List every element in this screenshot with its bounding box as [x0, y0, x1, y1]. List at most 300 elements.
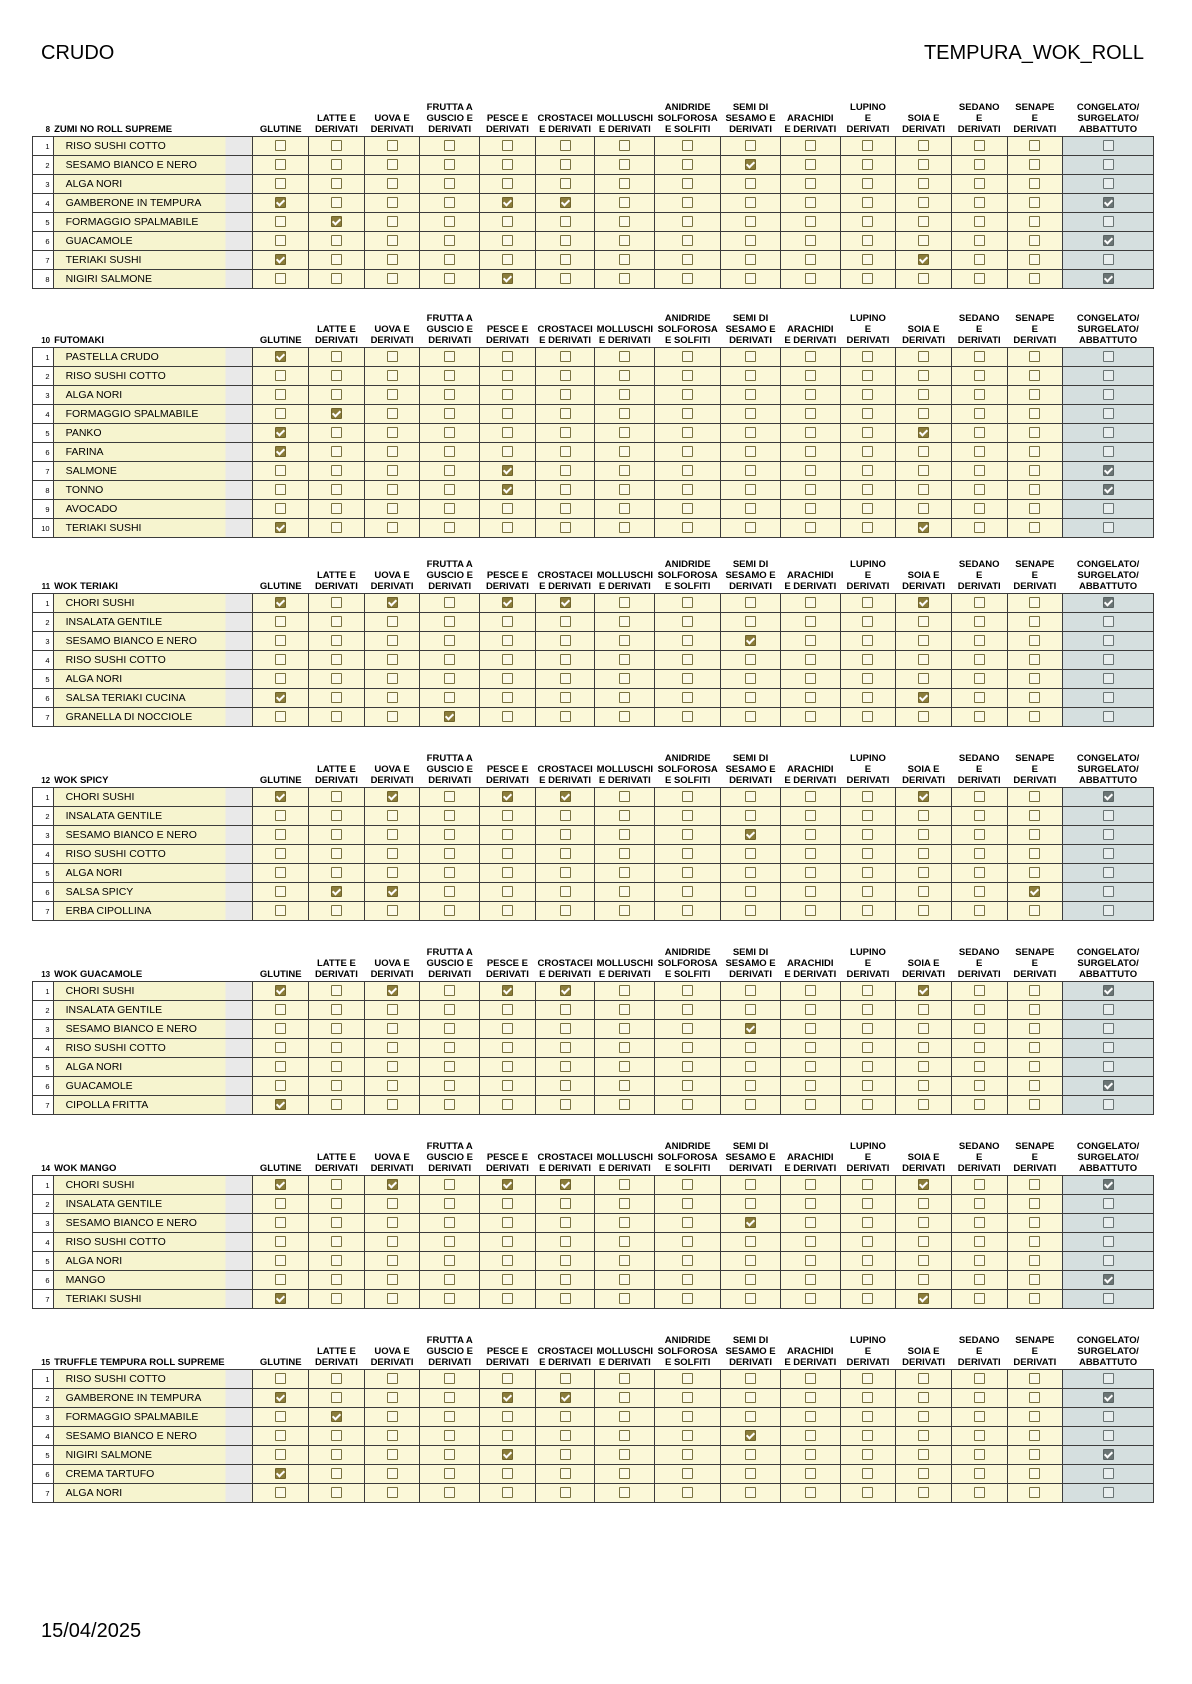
- unchecked-checkbox[interactable]: [1029, 1411, 1040, 1422]
- unchecked-checkbox[interactable]: [444, 446, 455, 457]
- unchecked-checkbox[interactable]: [918, 465, 929, 476]
- unchecked-checkbox[interactable]: [682, 1449, 693, 1460]
- unchecked-checkbox[interactable]: [331, 1236, 342, 1247]
- unchecked-checkbox[interactable]: [1029, 1099, 1040, 1110]
- unchecked-checkbox[interactable]: [444, 503, 455, 514]
- unchecked-checkbox[interactable]: [918, 216, 929, 227]
- unchecked-checkbox[interactable]: [275, 711, 286, 722]
- checked-checkbox[interactable]: [502, 273, 513, 284]
- unchecked-checkbox[interactable]: [444, 1080, 455, 1091]
- unchecked-checkbox[interactable]: [805, 692, 816, 703]
- checked-checkbox[interactable]: [387, 1179, 398, 1190]
- unchecked-checkbox[interactable]: [1103, 427, 1114, 438]
- unchecked-checkbox[interactable]: [974, 654, 985, 665]
- unchecked-checkbox[interactable]: [862, 1080, 873, 1091]
- unchecked-checkbox[interactable]: [918, 1392, 929, 1403]
- unchecked-checkbox[interactable]: [745, 1487, 756, 1498]
- unchecked-checkbox[interactable]: [745, 1042, 756, 1053]
- unchecked-checkbox[interactable]: [331, 1099, 342, 1110]
- unchecked-checkbox[interactable]: [805, 446, 816, 457]
- unchecked-checkbox[interactable]: [862, 1487, 873, 1498]
- unchecked-checkbox[interactable]: [682, 503, 693, 514]
- unchecked-checkbox[interactable]: [682, 905, 693, 916]
- checked-checkbox[interactable]: [275, 1099, 286, 1110]
- unchecked-checkbox[interactable]: [502, 692, 513, 703]
- unchecked-checkbox[interactable]: [974, 522, 985, 533]
- unchecked-checkbox[interactable]: [275, 1236, 286, 1247]
- unchecked-checkbox[interactable]: [805, 1392, 816, 1403]
- unchecked-checkbox[interactable]: [745, 1468, 756, 1479]
- unchecked-checkbox[interactable]: [560, 216, 571, 227]
- unchecked-checkbox[interactable]: [745, 810, 756, 821]
- unchecked-checkbox[interactable]: [560, 829, 571, 840]
- unchecked-checkbox[interactable]: [444, 159, 455, 170]
- unchecked-checkbox[interactable]: [560, 616, 571, 627]
- unchecked-checkbox[interactable]: [974, 1217, 985, 1228]
- unchecked-checkbox[interactable]: [805, 1468, 816, 1479]
- unchecked-checkbox[interactable]: [619, 1004, 630, 1015]
- unchecked-checkbox[interactable]: [745, 1099, 756, 1110]
- unchecked-checkbox[interactable]: [682, 1198, 693, 1209]
- unchecked-checkbox[interactable]: [331, 597, 342, 608]
- unchecked-checkbox[interactable]: [918, 351, 929, 362]
- unchecked-checkbox[interactable]: [619, 465, 630, 476]
- unchecked-checkbox[interactable]: [1029, 848, 1040, 859]
- unchecked-checkbox[interactable]: [387, 254, 398, 265]
- checked-checkbox[interactable]: [331, 216, 342, 227]
- unchecked-checkbox[interactable]: [682, 1061, 693, 1072]
- unchecked-checkbox[interactable]: [1029, 635, 1040, 646]
- unchecked-checkbox[interactable]: [275, 1449, 286, 1460]
- unchecked-checkbox[interactable]: [1029, 216, 1040, 227]
- unchecked-checkbox[interactable]: [619, 1198, 630, 1209]
- unchecked-checkbox[interactable]: [974, 1274, 985, 1285]
- unchecked-checkbox[interactable]: [745, 1255, 756, 1266]
- unchecked-checkbox[interactable]: [745, 484, 756, 495]
- unchecked-checkbox[interactable]: [745, 1236, 756, 1247]
- unchecked-checkbox[interactable]: [805, 1236, 816, 1247]
- unchecked-checkbox[interactable]: [682, 427, 693, 438]
- checked-checkbox[interactable]: [1103, 235, 1114, 246]
- unchecked-checkbox[interactable]: [682, 1430, 693, 1441]
- unchecked-checkbox[interactable]: [745, 273, 756, 284]
- unchecked-checkbox[interactable]: [745, 408, 756, 419]
- unchecked-checkbox[interactable]: [805, 503, 816, 514]
- checked-checkbox[interactable]: [275, 692, 286, 703]
- checked-checkbox[interactable]: [275, 597, 286, 608]
- unchecked-checkbox[interactable]: [918, 484, 929, 495]
- unchecked-checkbox[interactable]: [275, 216, 286, 227]
- unchecked-checkbox[interactable]: [974, 1179, 985, 1190]
- unchecked-checkbox[interactable]: [974, 1430, 985, 1441]
- unchecked-checkbox[interactable]: [1103, 1042, 1114, 1053]
- unchecked-checkbox[interactable]: [444, 635, 455, 646]
- checked-checkbox[interactable]: [275, 254, 286, 265]
- unchecked-checkbox[interactable]: [275, 1198, 286, 1209]
- unchecked-checkbox[interactable]: [387, 216, 398, 227]
- unchecked-checkbox[interactable]: [918, 848, 929, 859]
- unchecked-checkbox[interactable]: [918, 1255, 929, 1266]
- unchecked-checkbox[interactable]: [1029, 1274, 1040, 1285]
- unchecked-checkbox[interactable]: [682, 791, 693, 802]
- unchecked-checkbox[interactable]: [502, 905, 513, 916]
- unchecked-checkbox[interactable]: [682, 1392, 693, 1403]
- unchecked-checkbox[interactable]: [444, 1373, 455, 1384]
- checked-checkbox[interactable]: [502, 1392, 513, 1403]
- unchecked-checkbox[interactable]: [387, 446, 398, 457]
- unchecked-checkbox[interactable]: [918, 1217, 929, 1228]
- unchecked-checkbox[interactable]: [974, 1373, 985, 1384]
- unchecked-checkbox[interactable]: [918, 905, 929, 916]
- unchecked-checkbox[interactable]: [1103, 905, 1114, 916]
- unchecked-checkbox[interactable]: [1103, 446, 1114, 457]
- checked-checkbox[interactable]: [560, 1179, 571, 1190]
- unchecked-checkbox[interactable]: [1103, 1004, 1114, 1015]
- unchecked-checkbox[interactable]: [1103, 1099, 1114, 1110]
- unchecked-checkbox[interactable]: [745, 616, 756, 627]
- unchecked-checkbox[interactable]: [918, 635, 929, 646]
- unchecked-checkbox[interactable]: [387, 465, 398, 476]
- unchecked-checkbox[interactable]: [502, 1468, 513, 1479]
- unchecked-checkbox[interactable]: [560, 140, 571, 151]
- unchecked-checkbox[interactable]: [862, 408, 873, 419]
- unchecked-checkbox[interactable]: [387, 1236, 398, 1247]
- unchecked-checkbox[interactable]: [387, 616, 398, 627]
- unchecked-checkbox[interactable]: [862, 616, 873, 627]
- unchecked-checkbox[interactable]: [331, 867, 342, 878]
- unchecked-checkbox[interactable]: [502, 1487, 513, 1498]
- unchecked-checkbox[interactable]: [331, 829, 342, 840]
- unchecked-checkbox[interactable]: [444, 522, 455, 533]
- checked-checkbox[interactable]: [387, 985, 398, 996]
- unchecked-checkbox[interactable]: [745, 848, 756, 859]
- unchecked-checkbox[interactable]: [1103, 1293, 1114, 1304]
- unchecked-checkbox[interactable]: [560, 654, 571, 665]
- unchecked-checkbox[interactable]: [1029, 197, 1040, 208]
- checked-checkbox[interactable]: [275, 446, 286, 457]
- unchecked-checkbox[interactable]: [331, 1179, 342, 1190]
- unchecked-checkbox[interactable]: [682, 711, 693, 722]
- unchecked-checkbox[interactable]: [331, 635, 342, 646]
- unchecked-checkbox[interactable]: [1029, 1449, 1040, 1460]
- unchecked-checkbox[interactable]: [331, 1468, 342, 1479]
- unchecked-checkbox[interactable]: [275, 503, 286, 514]
- unchecked-checkbox[interactable]: [444, 829, 455, 840]
- unchecked-checkbox[interactable]: [619, 1449, 630, 1460]
- unchecked-checkbox[interactable]: [682, 465, 693, 476]
- unchecked-checkbox[interactable]: [1029, 692, 1040, 703]
- unchecked-checkbox[interactable]: [1103, 886, 1114, 897]
- unchecked-checkbox[interactable]: [619, 351, 630, 362]
- unchecked-checkbox[interactable]: [745, 446, 756, 457]
- unchecked-checkbox[interactable]: [619, 1293, 630, 1304]
- unchecked-checkbox[interactable]: [862, 427, 873, 438]
- unchecked-checkbox[interactable]: [619, 216, 630, 227]
- unchecked-checkbox[interactable]: [974, 692, 985, 703]
- unchecked-checkbox[interactable]: [974, 1004, 985, 1015]
- unchecked-checkbox[interactable]: [275, 810, 286, 821]
- unchecked-checkbox[interactable]: [1029, 235, 1040, 246]
- unchecked-checkbox[interactable]: [444, 389, 455, 400]
- unchecked-checkbox[interactable]: [682, 692, 693, 703]
- unchecked-checkbox[interactable]: [974, 635, 985, 646]
- unchecked-checkbox[interactable]: [331, 654, 342, 665]
- unchecked-checkbox[interactable]: [387, 1274, 398, 1285]
- checked-checkbox[interactable]: [387, 886, 398, 897]
- unchecked-checkbox[interactable]: [560, 408, 571, 419]
- unchecked-checkbox[interactable]: [502, 635, 513, 646]
- unchecked-checkbox[interactable]: [862, 465, 873, 476]
- unchecked-checkbox[interactable]: [862, 1449, 873, 1460]
- unchecked-checkbox[interactable]: [387, 1392, 398, 1403]
- unchecked-checkbox[interactable]: [444, 985, 455, 996]
- unchecked-checkbox[interactable]: [682, 484, 693, 495]
- unchecked-checkbox[interactable]: [444, 465, 455, 476]
- unchecked-checkbox[interactable]: [331, 159, 342, 170]
- unchecked-checkbox[interactable]: [862, 503, 873, 514]
- unchecked-checkbox[interactable]: [682, 848, 693, 859]
- unchecked-checkbox[interactable]: [331, 1392, 342, 1403]
- unchecked-checkbox[interactable]: [619, 1392, 630, 1403]
- unchecked-checkbox[interactable]: [387, 1198, 398, 1209]
- unchecked-checkbox[interactable]: [1103, 829, 1114, 840]
- unchecked-checkbox[interactable]: [387, 867, 398, 878]
- unchecked-checkbox[interactable]: [1029, 465, 1040, 476]
- unchecked-checkbox[interactable]: [275, 1023, 286, 1034]
- unchecked-checkbox[interactable]: [560, 867, 571, 878]
- unchecked-checkbox[interactable]: [805, 427, 816, 438]
- unchecked-checkbox[interactable]: [502, 886, 513, 897]
- unchecked-checkbox[interactable]: [918, 389, 929, 400]
- unchecked-checkbox[interactable]: [1029, 1217, 1040, 1228]
- checked-checkbox[interactable]: [745, 829, 756, 840]
- unchecked-checkbox[interactable]: [619, 635, 630, 646]
- unchecked-checkbox[interactable]: [444, 1061, 455, 1072]
- unchecked-checkbox[interactable]: [682, 829, 693, 840]
- unchecked-checkbox[interactable]: [1029, 273, 1040, 284]
- unchecked-checkbox[interactable]: [502, 616, 513, 627]
- unchecked-checkbox[interactable]: [918, 711, 929, 722]
- unchecked-checkbox[interactable]: [974, 370, 985, 381]
- unchecked-checkbox[interactable]: [1029, 597, 1040, 608]
- unchecked-checkbox[interactable]: [805, 791, 816, 802]
- unchecked-checkbox[interactable]: [502, 370, 513, 381]
- unchecked-checkbox[interactable]: [619, 654, 630, 665]
- unchecked-checkbox[interactable]: [619, 408, 630, 419]
- unchecked-checkbox[interactable]: [331, 427, 342, 438]
- unchecked-checkbox[interactable]: [918, 197, 929, 208]
- unchecked-checkbox[interactable]: [560, 711, 571, 722]
- unchecked-checkbox[interactable]: [682, 635, 693, 646]
- checked-checkbox[interactable]: [1103, 1449, 1114, 1460]
- unchecked-checkbox[interactable]: [275, 178, 286, 189]
- unchecked-checkbox[interactable]: [805, 1061, 816, 1072]
- checked-checkbox[interactable]: [275, 522, 286, 533]
- unchecked-checkbox[interactable]: [560, 235, 571, 246]
- unchecked-checkbox[interactable]: [387, 159, 398, 170]
- unchecked-checkbox[interactable]: [805, 140, 816, 151]
- checked-checkbox[interactable]: [387, 791, 398, 802]
- unchecked-checkbox[interactable]: [560, 1449, 571, 1460]
- unchecked-checkbox[interactable]: [331, 273, 342, 284]
- unchecked-checkbox[interactable]: [974, 254, 985, 265]
- unchecked-checkbox[interactable]: [387, 1004, 398, 1015]
- unchecked-checkbox[interactable]: [862, 178, 873, 189]
- unchecked-checkbox[interactable]: [745, 1392, 756, 1403]
- unchecked-checkbox[interactable]: [682, 1004, 693, 1015]
- unchecked-checkbox[interactable]: [275, 886, 286, 897]
- unchecked-checkbox[interactable]: [387, 522, 398, 533]
- unchecked-checkbox[interactable]: [560, 1293, 571, 1304]
- unchecked-checkbox[interactable]: [444, 848, 455, 859]
- unchecked-checkbox[interactable]: [331, 616, 342, 627]
- unchecked-checkbox[interactable]: [682, 1042, 693, 1053]
- unchecked-checkbox[interactable]: [502, 711, 513, 722]
- unchecked-checkbox[interactable]: [805, 235, 816, 246]
- unchecked-checkbox[interactable]: [918, 159, 929, 170]
- unchecked-checkbox[interactable]: [1029, 1373, 1040, 1384]
- unchecked-checkbox[interactable]: [502, 1023, 513, 1034]
- unchecked-checkbox[interactable]: [502, 389, 513, 400]
- unchecked-checkbox[interactable]: [387, 848, 398, 859]
- unchecked-checkbox[interactable]: [1103, 1217, 1114, 1228]
- unchecked-checkbox[interactable]: [619, 1061, 630, 1072]
- unchecked-checkbox[interactable]: [745, 1061, 756, 1072]
- unchecked-checkbox[interactable]: [682, 867, 693, 878]
- unchecked-checkbox[interactable]: [619, 597, 630, 608]
- unchecked-checkbox[interactable]: [387, 1449, 398, 1460]
- unchecked-checkbox[interactable]: [444, 1430, 455, 1441]
- unchecked-checkbox[interactable]: [974, 159, 985, 170]
- unchecked-checkbox[interactable]: [805, 635, 816, 646]
- unchecked-checkbox[interactable]: [1029, 370, 1040, 381]
- unchecked-checkbox[interactable]: [560, 848, 571, 859]
- unchecked-checkbox[interactable]: [862, 673, 873, 684]
- unchecked-checkbox[interactable]: [862, 711, 873, 722]
- unchecked-checkbox[interactable]: [682, 446, 693, 457]
- unchecked-checkbox[interactable]: [387, 1099, 398, 1110]
- unchecked-checkbox[interactable]: [444, 1023, 455, 1034]
- unchecked-checkbox[interactable]: [1029, 810, 1040, 821]
- unchecked-checkbox[interactable]: [974, 829, 985, 840]
- unchecked-checkbox[interactable]: [1029, 654, 1040, 665]
- unchecked-checkbox[interactable]: [387, 1293, 398, 1304]
- unchecked-checkbox[interactable]: [974, 1392, 985, 1403]
- unchecked-checkbox[interactable]: [619, 446, 630, 457]
- checked-checkbox[interactable]: [918, 1179, 929, 1190]
- checked-checkbox[interactable]: [502, 1179, 513, 1190]
- unchecked-checkbox[interactable]: [560, 159, 571, 170]
- unchecked-checkbox[interactable]: [974, 848, 985, 859]
- unchecked-checkbox[interactable]: [619, 791, 630, 802]
- unchecked-checkbox[interactable]: [1103, 635, 1114, 646]
- unchecked-checkbox[interactable]: [745, 178, 756, 189]
- unchecked-checkbox[interactable]: [387, 654, 398, 665]
- unchecked-checkbox[interactable]: [918, 446, 929, 457]
- unchecked-checkbox[interactable]: [974, 867, 985, 878]
- unchecked-checkbox[interactable]: [275, 1217, 286, 1228]
- unchecked-checkbox[interactable]: [387, 197, 398, 208]
- checked-checkbox[interactable]: [918, 1293, 929, 1304]
- unchecked-checkbox[interactable]: [918, 1023, 929, 1034]
- unchecked-checkbox[interactable]: [1103, 616, 1114, 627]
- unchecked-checkbox[interactable]: [682, 140, 693, 151]
- unchecked-checkbox[interactable]: [619, 178, 630, 189]
- unchecked-checkbox[interactable]: [805, 1274, 816, 1285]
- unchecked-checkbox[interactable]: [805, 848, 816, 859]
- unchecked-checkbox[interactable]: [1103, 1255, 1114, 1266]
- unchecked-checkbox[interactable]: [387, 1061, 398, 1072]
- unchecked-checkbox[interactable]: [805, 1487, 816, 1498]
- unchecked-checkbox[interactable]: [1029, 484, 1040, 495]
- unchecked-checkbox[interactable]: [745, 1293, 756, 1304]
- unchecked-checkbox[interactable]: [1029, 791, 1040, 802]
- unchecked-checkbox[interactable]: [1103, 522, 1114, 533]
- unchecked-checkbox[interactable]: [974, 1487, 985, 1498]
- unchecked-checkbox[interactable]: [1029, 1179, 1040, 1190]
- checked-checkbox[interactable]: [745, 1023, 756, 1034]
- unchecked-checkbox[interactable]: [444, 1468, 455, 1479]
- unchecked-checkbox[interactable]: [918, 673, 929, 684]
- unchecked-checkbox[interactable]: [619, 1487, 630, 1498]
- unchecked-checkbox[interactable]: [387, 1042, 398, 1053]
- unchecked-checkbox[interactable]: [805, 673, 816, 684]
- unchecked-checkbox[interactable]: [745, 1179, 756, 1190]
- unchecked-checkbox[interactable]: [331, 235, 342, 246]
- unchecked-checkbox[interactable]: [502, 1411, 513, 1422]
- unchecked-checkbox[interactable]: [275, 1080, 286, 1091]
- unchecked-checkbox[interactable]: [331, 1373, 342, 1384]
- unchecked-checkbox[interactable]: [444, 791, 455, 802]
- unchecked-checkbox[interactable]: [682, 351, 693, 362]
- unchecked-checkbox[interactable]: [275, 389, 286, 400]
- unchecked-checkbox[interactable]: [560, 905, 571, 916]
- unchecked-checkbox[interactable]: [745, 1004, 756, 1015]
- unchecked-checkbox[interactable]: [805, 1004, 816, 1015]
- unchecked-checkbox[interactable]: [745, 985, 756, 996]
- unchecked-checkbox[interactable]: [974, 216, 985, 227]
- unchecked-checkbox[interactable]: [560, 370, 571, 381]
- unchecked-checkbox[interactable]: [862, 1217, 873, 1228]
- unchecked-checkbox[interactable]: [560, 673, 571, 684]
- unchecked-checkbox[interactable]: [745, 197, 756, 208]
- unchecked-checkbox[interactable]: [444, 427, 455, 438]
- unchecked-checkbox[interactable]: [682, 389, 693, 400]
- unchecked-checkbox[interactable]: [974, 1080, 985, 1091]
- unchecked-checkbox[interactable]: [331, 1217, 342, 1228]
- unchecked-checkbox[interactable]: [862, 446, 873, 457]
- unchecked-checkbox[interactable]: [918, 178, 929, 189]
- unchecked-checkbox[interactable]: [331, 140, 342, 151]
- unchecked-checkbox[interactable]: [682, 178, 693, 189]
- checked-checkbox[interactable]: [275, 1293, 286, 1304]
- unchecked-checkbox[interactable]: [682, 522, 693, 533]
- unchecked-checkbox[interactable]: [1029, 1198, 1040, 1209]
- unchecked-checkbox[interactable]: [682, 254, 693, 265]
- unchecked-checkbox[interactable]: [1029, 1430, 1040, 1441]
- unchecked-checkbox[interactable]: [862, 1004, 873, 1015]
- checked-checkbox[interactable]: [1103, 465, 1114, 476]
- unchecked-checkbox[interactable]: [444, 1217, 455, 1228]
- unchecked-checkbox[interactable]: [275, 654, 286, 665]
- checked-checkbox[interactable]: [502, 1449, 513, 1460]
- unchecked-checkbox[interactable]: [745, 654, 756, 665]
- unchecked-checkbox[interactable]: [560, 886, 571, 897]
- unchecked-checkbox[interactable]: [275, 1411, 286, 1422]
- checked-checkbox[interactable]: [560, 985, 571, 996]
- unchecked-checkbox[interactable]: [387, 484, 398, 495]
- checked-checkbox[interactable]: [1029, 886, 1040, 897]
